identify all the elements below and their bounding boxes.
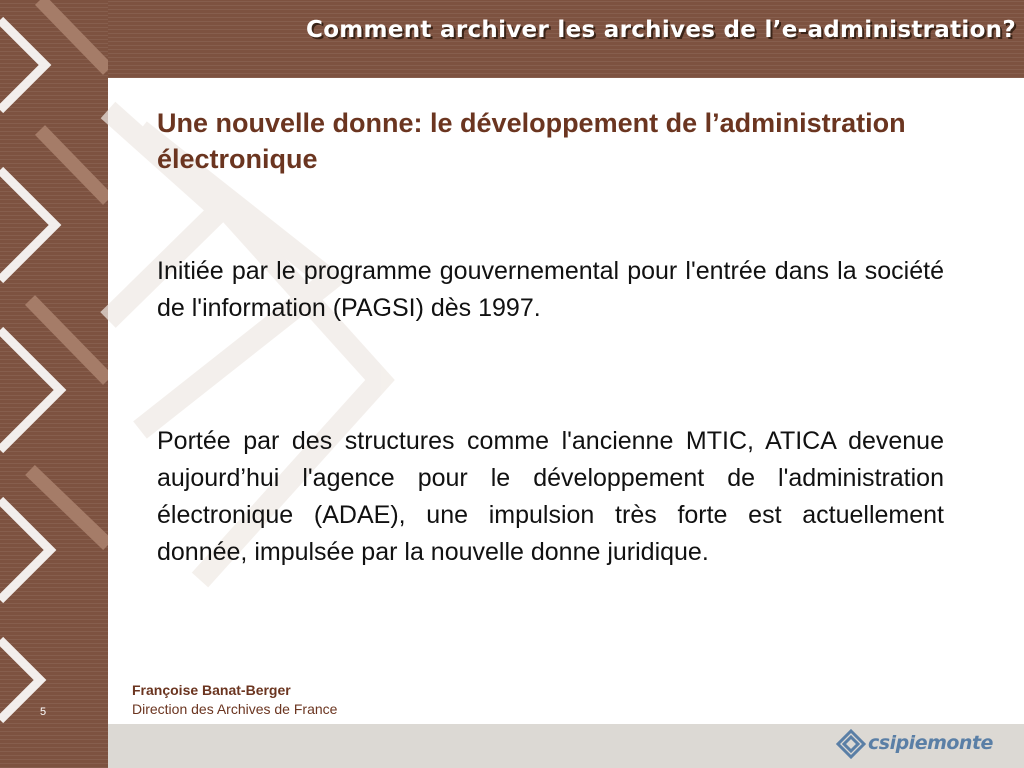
paragraph-adae: Portée par des structures comme l'ancienne MTIC, ATICA devenue aujourd’hui l'agence pour le développement de l'administration électronique (ADAE), une impulsion très forte est actuellement donnée, impulsée par la nouvelle donne juridique. [157, 427, 944, 566]
slide-content [157, 105, 944, 566]
logo-diamond-icon [836, 729, 866, 759]
left-sidebar-band [0, 0, 108, 768]
csipiemonte-logo [836, 729, 1006, 759]
footer-organization: Direction des Archives de France [132, 701, 338, 717]
paragraph-pagsi: Initiée par le programme gouvernemental pour l'entrée dans la société de l'information (PAGSI) dès 1997. [157, 257, 944, 322]
content-heading: Une nouvelle donne: le développement de l’administration électronique [157, 108, 906, 174]
sidebar-chevron-pattern [0, 0, 108, 768]
logo-wordmark: csipiemonte [868, 732, 993, 754]
footer-author: Françoise Banat-Berger [132, 682, 291, 698]
page-number: 5 [40, 706, 47, 718]
slide-title: Comment archiver les archives de l’e-administration? [306, 17, 1016, 43]
